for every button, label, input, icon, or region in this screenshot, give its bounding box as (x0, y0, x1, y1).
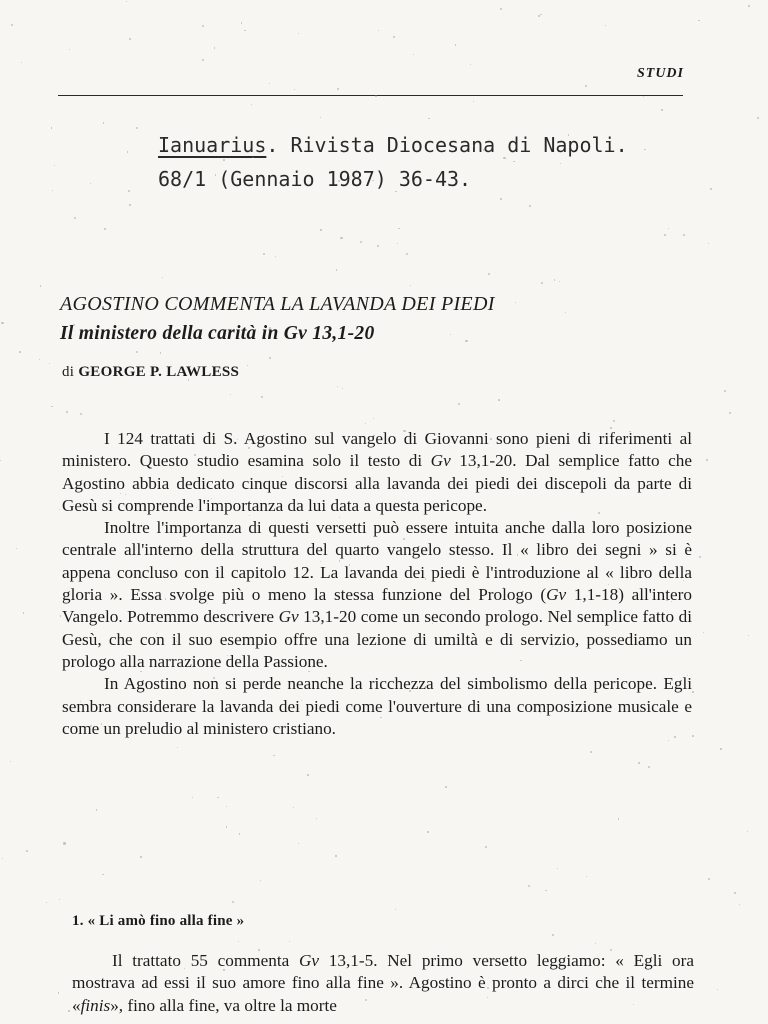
scan-speck (340, 237, 342, 239)
scan-speck (487, 987, 489, 989)
scan-speck (585, 85, 587, 87)
scan-speck (554, 279, 555, 280)
text-run: 13,1-20 come un secondo prologo. Nel semplice fatto di Gesù, che con il suo esempio offre una lezione di umiltà e di servizio, possediamo un prologo alla narrazione della Passione. (62, 607, 692, 671)
scan-speck (409, 690, 410, 691)
scan-speck (698, 20, 700, 22)
scan-speck (403, 430, 405, 432)
scan-speck (294, 89, 296, 91)
scan-speck (293, 807, 294, 808)
scan-speck (473, 101, 474, 102)
scan-speck (301, 700, 302, 701)
scan-speck (226, 806, 227, 807)
scan-speck (244, 30, 246, 32)
scan-speck (129, 204, 131, 206)
scan-speck (136, 127, 138, 129)
scan-speck (166, 149, 168, 151)
scan-speck (724, 390, 726, 392)
text-run: In Agostino non si perde neanche la ricchezza del simbolismo della pericope. Egli sembra considerare la lavanda dei piedi come l'ouverture di una composizione musicale e come un preludio al ministero cristiano. (62, 674, 692, 738)
scan-speck (699, 556, 701, 558)
scan-speck (410, 285, 411, 286)
scan-speck (174, 964, 175, 965)
scan-speck (717, 989, 718, 990)
article-title-block (60, 289, 720, 349)
scan-speck (289, 941, 290, 942)
scan-speck (140, 671, 141, 672)
scan-speck (1, 322, 3, 324)
scan-speck (734, 892, 736, 894)
scan-speck (223, 159, 225, 161)
scan-speck (638, 762, 640, 764)
scan-speck (260, 880, 262, 882)
paragraph (62, 673, 692, 740)
author-line (62, 364, 239, 381)
scan-speck (264, 643, 266, 645)
scan-speck (269, 357, 271, 359)
scan-speck (192, 797, 193, 798)
scan-speck (643, 96, 644, 97)
scan-speck (720, 748, 721, 749)
scan-speck (223, 969, 224, 970)
scan-speck (335, 855, 336, 856)
scan-speck (11, 24, 13, 26)
article-body (62, 428, 692, 740)
scan-speck (51, 406, 53, 408)
scan-speck (316, 818, 318, 820)
scan-speck (413, 54, 415, 56)
scan-speck (194, 484, 195, 485)
scan-speck (339, 517, 340, 518)
scan-speck (80, 413, 82, 415)
scan-speck (748, 635, 749, 636)
scan-speck (520, 660, 521, 661)
scan-speck (618, 818, 620, 820)
section-label: STUDI (636, 66, 684, 81)
scan-speck (49, 363, 50, 364)
scan-speck (194, 454, 196, 456)
scan-speck (703, 632, 704, 633)
scan-speck (161, 137, 162, 138)
scan-speck (126, 1, 127, 2)
scan-speck (483, 149, 485, 151)
scan-speck (708, 878, 710, 880)
scan-speck (378, 30, 379, 31)
scan-speck (664, 234, 666, 236)
journal-name: Ianuarius (158, 133, 267, 157)
scan-speck (445, 786, 447, 788)
author-name: GEORGE P. LAWLESS (78, 364, 240, 380)
scan-speck (288, 551, 289, 552)
scan-speck (185, 532, 186, 533)
scripture-ref: Gv (430, 451, 451, 471)
scan-speck (275, 256, 276, 257)
scan-speck (666, 599, 667, 600)
scan-speck (90, 183, 91, 184)
scan-speck (339, 560, 340, 561)
scan-speck (66, 411, 68, 413)
scan-speck (528, 885, 530, 887)
scan-speck (226, 826, 228, 828)
scan-speck (196, 507, 197, 508)
scan-speck (23, 612, 24, 613)
scan-speck (557, 868, 558, 869)
scan-speck (605, 25, 606, 26)
scan-speck (500, 8, 502, 10)
paragraph (62, 428, 692, 517)
scan-speck (470, 64, 471, 65)
scan-speck (668, 228, 669, 229)
scan-speck (298, 33, 299, 34)
citation-stamp (158, 128, 718, 196)
text-run: Il trattato 55 commenta (112, 951, 299, 970)
scan-speck (427, 831, 429, 833)
scan-speck (269, 327, 270, 328)
scan-speck (729, 412, 731, 414)
scan-speck (337, 386, 338, 387)
scan-speck (298, 843, 299, 844)
scan-speck (458, 403, 460, 405)
scan-speck (46, 902, 48, 904)
scan-speck (39, 359, 40, 360)
scan-speck (393, 36, 395, 38)
scan-speck (320, 117, 321, 118)
scan-speck (373, 418, 374, 419)
scan-speck (586, 876, 587, 877)
scan-speck (140, 856, 142, 858)
scan-speck (308, 671, 309, 672)
header-rule (58, 95, 683, 96)
scan-speck (247, 365, 248, 366)
scan-speck (629, 431, 630, 432)
scan-speck (747, 831, 748, 832)
scan-speck (273, 755, 275, 757)
scan-speck (249, 515, 250, 516)
scripture-ref: finis (80, 995, 111, 1015)
scan-speck (540, 14, 542, 16)
scan-speck (692, 691, 693, 692)
scan-speck (748, 5, 750, 7)
scan-speck (217, 797, 218, 798)
scan-speck (69, 49, 70, 50)
scan-speck (165, 598, 167, 600)
scan-speck (162, 277, 163, 278)
scan-speck (16, 548, 17, 549)
scan-speck (128, 190, 130, 192)
paragraph (62, 517, 692, 673)
scan-speck (490, 438, 492, 440)
scan-speck (54, 165, 55, 166)
scan-speck (59, 509, 61, 511)
scan-speck (127, 151, 128, 152)
scan-speck (120, 493, 121, 494)
author-prefix: di (62, 364, 75, 380)
scan-speck (380, 717, 381, 718)
scan-speck (590, 751, 592, 753)
citation-line-1 (158, 128, 718, 162)
scan-speck (365, 423, 366, 424)
scan-speck (238, 941, 239, 942)
scan-speck (559, 281, 560, 282)
scan-speck (2, 858, 3, 859)
scan-speck (74, 217, 76, 219)
scan-speck (0, 460, 1, 461)
text-run: », fino alla fine, va oltre la morte (110, 995, 337, 1015)
scan-speck (52, 190, 53, 191)
scan-speck (488, 273, 490, 275)
text-run: 13,1-20. Dal semplice fatto che Agostino abbia dedicato cinque discorsi alla lavanda dei piedi dei discepoli da parte di Gesù si comprende l'importanza da lui data a questa pericope. (62, 451, 692, 515)
scan-speck (538, 15, 540, 17)
scan-speck (545, 890, 547, 892)
scan-speck (58, 992, 59, 993)
scan-speck (595, 943, 596, 944)
scan-speck (624, 683, 625, 684)
scan-speck (184, 968, 185, 969)
scan-speck (691, 985, 693, 987)
scan-speck (90, 725, 92, 727)
scan-speck (398, 228, 399, 229)
scan-speck (683, 234, 685, 236)
scan-speck (610, 427, 612, 429)
scripture-ref: Gv (299, 951, 320, 970)
section-body (72, 950, 694, 1017)
scan-speck (202, 25, 204, 27)
scan-speck (241, 22, 243, 24)
scan-speck (757, 117, 759, 119)
scan-speck (515, 302, 516, 303)
section-paragraph (72, 950, 694, 1017)
scan-speck (710, 188, 712, 190)
scan-speck (529, 205, 531, 207)
scan-speck (500, 198, 502, 200)
scan-speck (230, 394, 231, 395)
scan-speck (372, 468, 373, 469)
scan-speck (214, 47, 215, 48)
text-run: Inoltre l'importanza di questi versetti può essere intuita anche dalla loro posizione centrale all'interno della struttura del quarto vangelo stesso. Il « libro dei segni » si è appena concluso con il capitolo 12. La lavanda dei piedi è l'introduzione al « libro della gloria ». Essa svolge più o meno la stessa funzione del Prologo ( (62, 518, 692, 605)
article-title: AGOSTINO COMMENTA LA LAVANDA DEI PIEDI (60, 293, 495, 315)
scan-speck (40, 285, 41, 286)
scan-speck (395, 909, 396, 910)
scan-speck (360, 241, 362, 243)
scan-speck (104, 228, 106, 230)
scripture-ref: Gv (278, 607, 299, 627)
scan-speck (51, 127, 52, 128)
text-run: 13,1-5. Nel primo versetto leggiamo: « Egli ora mostrava ad essi il suo amore fino alla fine ». Agostino è pronto a dirci che il termine « (72, 951, 695, 1015)
scan-speck (202, 59, 204, 61)
scripture-ref: Gv (546, 585, 567, 605)
scan-speck (269, 83, 270, 84)
scan-speck (96, 809, 97, 810)
scan-speck (692, 735, 694, 737)
scan-speck (19, 351, 21, 353)
scan-speck (485, 846, 487, 848)
text-run: 1,1-18) all'intero Vangelo. Potremmo descrivere (62, 585, 692, 627)
scan-speck (258, 949, 260, 951)
scan-speck (129, 38, 131, 40)
scan-speck (261, 396, 263, 398)
scan-speck (136, 351, 138, 353)
scan-speck (10, 761, 11, 762)
scan-speck (708, 243, 709, 244)
scan-speck (320, 229, 321, 230)
journal-description: . Rivista Diocesana di Napoli. (266, 133, 628, 157)
scan-speck (455, 44, 457, 46)
scan-speck (406, 253, 408, 255)
scan-speck (337, 88, 339, 90)
scan-speck (375, 95, 377, 97)
scan-speck (177, 747, 178, 748)
scan-speck (263, 253, 265, 255)
scan-speck (674, 736, 675, 737)
scan-speck (552, 934, 554, 936)
scan-speck (568, 134, 569, 135)
scan-speck (397, 243, 398, 244)
scan-speck (498, 399, 500, 401)
scan-speck (68, 1010, 69, 1011)
scan-speck (59, 899, 60, 900)
scan-speck (268, 299, 270, 301)
scan-speck (706, 459, 708, 461)
scan-speck (541, 282, 543, 284)
scan-speck (648, 766, 650, 768)
scan-speck (428, 118, 429, 119)
scan-speck (232, 901, 234, 903)
scan-speck (613, 420, 615, 422)
scan-speck (336, 269, 337, 270)
section-heading: 1. « Li amò fino alla fine » (72, 913, 245, 929)
scan-speck (661, 109, 662, 110)
article-subtitle: Il ministero della carità in Gv 13,1-20 (60, 323, 375, 344)
scan-speck (227, 655, 228, 656)
scan-speck (176, 641, 177, 642)
citation-line-2: 68/1 (Gennaio 1987) 36-43. (158, 167, 472, 191)
scan-speck (156, 633, 157, 634)
scan-speck (342, 388, 343, 389)
scan-speck (307, 774, 309, 776)
scan-speck (487, 997, 488, 998)
scan-speck (282, 476, 283, 477)
scan-speck (21, 62, 22, 63)
scan-speck (103, 122, 105, 124)
scan-speck (63, 842, 65, 844)
scan-speck (598, 512, 600, 514)
text-run: I 124 trattati di S. Agostino sul vangelo di Giovanni sono pieni di riferimenti al ministero. Questo studio esamina solo il testo di (62, 429, 692, 471)
scan-speck (403, 538, 405, 540)
scan-speck (377, 245, 379, 247)
scan-speck (160, 352, 162, 354)
scan-speck (739, 904, 740, 905)
scan-speck (26, 850, 28, 852)
scan-speck (251, 104, 252, 105)
scan-speck (403, 962, 405, 964)
scan-speck (539, 707, 541, 709)
scan-speck (102, 874, 104, 876)
scan-speck (239, 833, 240, 834)
